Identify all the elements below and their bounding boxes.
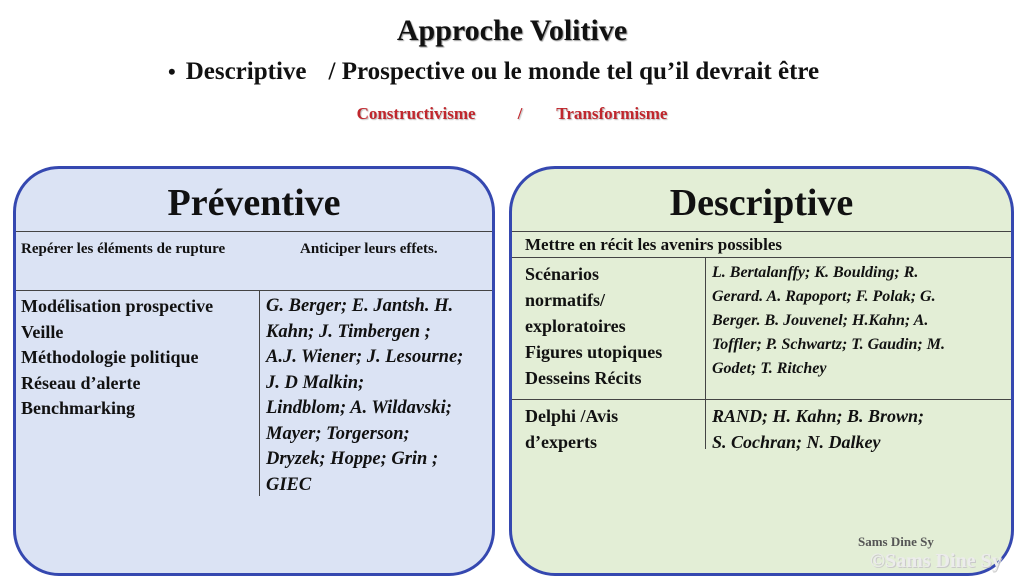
list-item: J. D Malkin;	[266, 372, 365, 393]
descriptive-title: Descriptive	[669, 182, 854, 224]
preventive-panel	[13, 166, 495, 576]
list-item: exploratoires	[525, 316, 626, 336]
list-item: A.J. Wiener; J. Lesourne;	[266, 347, 464, 367]
divider	[16, 231, 492, 232]
methods-list	[21, 294, 213, 422]
list-item: Kahn; J. Timbergen ;	[266, 321, 431, 342]
page-title: Approche Volitive	[396, 14, 628, 47]
list-item: Modélisation prospective	[21, 296, 214, 316]
list-item: L. Bertalanffy; K. Boulding; R.	[712, 264, 919, 281]
subtitle-descriptive: Descriptive	[185, 58, 307, 85]
scenario-authors	[712, 261, 945, 381]
list-item: d’experts	[525, 432, 597, 452]
authors-list	[266, 294, 463, 498]
red-slash: /	[517, 104, 523, 123]
author-signature: Sams Dine Sy	[858, 534, 934, 549]
descriptive-panel	[509, 166, 1014, 576]
preventive-title: Préventive	[167, 182, 341, 224]
list-item: Méthodologie politique	[21, 347, 199, 367]
list-item: normatifs/	[525, 290, 605, 310]
divider	[512, 399, 1011, 400]
list-item: Toffler; P. Schwartz; T. Gaudin; M.	[712, 336, 945, 353]
list-item: Gerard. A. Rapoport; F. Polak; G.	[712, 288, 936, 305]
divider	[512, 257, 1011, 258]
subtitle-prospective: / Prospective ou le monde tel qu’il devrait être	[328, 58, 820, 85]
rupture-text: Repérer les éléments de rupture	[21, 241, 226, 257]
scenario-methods	[525, 261, 662, 391]
list-item: Veille	[21, 321, 64, 342]
column-divider	[705, 257, 706, 449]
list-item: Dryzek; Hoppe; Grin ;	[266, 449, 439, 469]
list-item: Lindblom; A. Wildavski;	[266, 398, 452, 418]
approach-subtitle	[0, 104, 1024, 124]
bullet-icon: •	[168, 59, 176, 84]
subtitle-line	[168, 58, 819, 86]
list-item: G. Berger; E. Jantsh. H.	[266, 296, 454, 316]
list-item: Réseau d’alerte	[21, 372, 141, 393]
list-item: Scénarios	[525, 264, 599, 284]
list-item: Desseins Récits	[525, 368, 642, 388]
constructivisme-label: Constructivisme	[356, 104, 476, 123]
list-item: Berger. B. Jouvenel; H.Kahn; A.	[712, 312, 929, 329]
watermark: ©Sams Dine Sy	[870, 550, 1002, 572]
divider	[16, 290, 492, 291]
list-item: Delphi /Avis	[525, 406, 619, 426]
list-item: Benchmarking	[21, 398, 136, 418]
list-item: RAND; H. Kahn; B. Brown;	[712, 406, 925, 426]
list-item: S. Cochran; N. Dalkey	[712, 432, 881, 452]
delphi-methods	[525, 403, 618, 455]
list-item: Mayer; Torgerson;	[266, 423, 410, 444]
list-item: Godet; T. Ritchey	[712, 360, 827, 377]
narrative-text: Mettre en récit les avenirs possibles	[525, 235, 782, 254]
anticipate-text: Anticiper leurs effets.	[300, 241, 438, 257]
list-item: Figures utopiques	[525, 342, 663, 362]
delphi-authors	[712, 403, 924, 455]
column-divider	[259, 290, 260, 496]
list-item: GIEC	[266, 474, 312, 495]
divider	[512, 231, 1011, 232]
transformisme-label: Transformisme	[556, 104, 668, 123]
